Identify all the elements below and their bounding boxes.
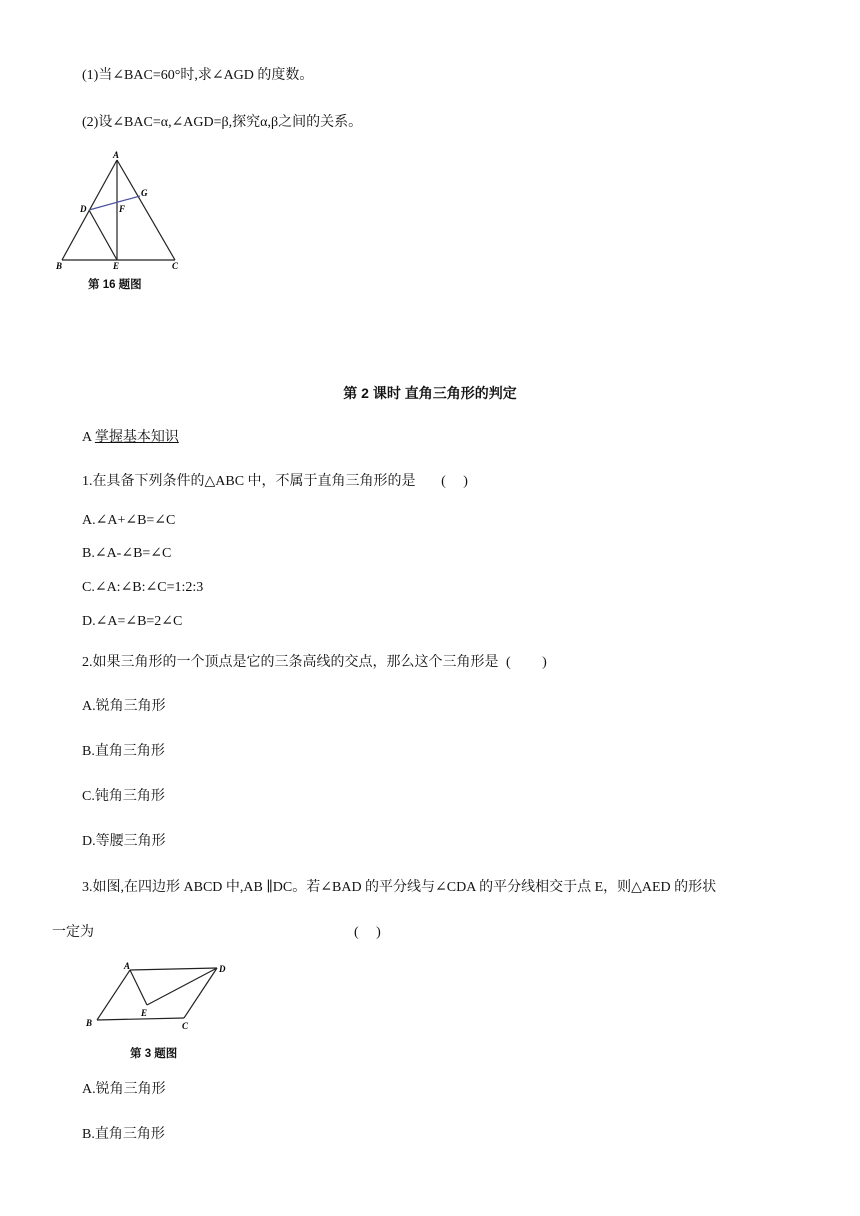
fig16-label-g: G [141, 188, 148, 198]
q2-option-c: C.钝角三角形 [82, 789, 165, 804]
q2-stem-line [82, 654, 547, 672]
q3-stem-line1: 3.如图,在四边形 ABCD 中,AB ∥DC。若∠BAD 的平分线与∠CDA 的平分线相交于点 E，则△AED 的形状 [82, 880, 717, 895]
q1-stem-line [82, 473, 468, 491]
q2-stem: 2.如果三角形的一个顶点是它的三条高线的交点，那么这个三角形是 [82, 655, 499, 670]
fig3-side-dc [184, 968, 217, 1018]
q1-stem: 1.在具备下列条件的△ABC 中，不属于直角三角形的是 [82, 474, 416, 489]
q3-stem-line2 [52, 924, 381, 942]
q2-option-b: B.直角三角形 [82, 744, 165, 759]
fig16-caption: 第 16 题图 [88, 279, 142, 291]
fig3-label-c: C [182, 1021, 189, 1031]
q2-bracket: ( ) [506, 655, 547, 670]
part-a-label: A [82, 430, 92, 445]
figure-3 [82, 958, 232, 1038]
fig16-label-d: D [80, 204, 87, 214]
fig3-bisector-de [147, 968, 217, 1005]
fig16-label-c: C [172, 261, 179, 271]
figure-16 [55, 148, 190, 273]
fig16-label-e: E [113, 261, 120, 271]
q2-option-d: D.等腰三角形 [82, 834, 166, 849]
q16-part1: (1)当∠BAC=60°时,求∠AGD 的度数。 [82, 68, 314, 83]
fig3-side-ab [97, 970, 130, 1020]
fig16-segment-de [89, 210, 117, 260]
q1-option-c: C.∠A:∠B:∠C=1:2:3 [82, 580, 204, 595]
fig3-label-b: B [86, 1018, 93, 1028]
q1-bracket: ( ) [441, 474, 468, 489]
fig3-side-bc [97, 1018, 184, 1020]
fig3-caption: 第 3 题图 [130, 1048, 178, 1060]
q16-part2: (2)设∠BAC=α,∠AGD=β,探究α,β之间的关系。 [82, 115, 363, 130]
q2-option-a: A.锐角三角形 [82, 699, 166, 714]
q3-option-a: A.锐角三角形 [82, 1082, 166, 1097]
fig16-label-b: B [56, 261, 63, 271]
q1-option-b: B.∠A-∠B=∠C [82, 546, 172, 561]
fig3-side-ad [130, 968, 217, 970]
fig16-label-a: A [113, 150, 120, 160]
q3-bracket: ( ) [354, 925, 381, 940]
part-a-title: 掌握基本知识 [94, 430, 179, 445]
fig16-side-ac [117, 160, 175, 260]
q1-option-d: D.∠A=∠B=2∠C [82, 614, 183, 629]
fig16-label-f: F [119, 204, 126, 214]
fig3-bisector-ae [130, 970, 147, 1005]
q1-option-a: A.∠A+∠B=∠C [82, 513, 176, 528]
fig3-label-a: A [124, 961, 131, 971]
fig3-label-e: E [141, 1008, 148, 1018]
q3-option-b: B.直角三角形 [82, 1127, 165, 1142]
fig3-label-d: D [219, 964, 226, 974]
part-a-heading [82, 429, 179, 447]
section-title: 第 2 课时 直角三角形的判定 [343, 385, 517, 401]
q3-stem-end: 一定为 [52, 925, 94, 940]
